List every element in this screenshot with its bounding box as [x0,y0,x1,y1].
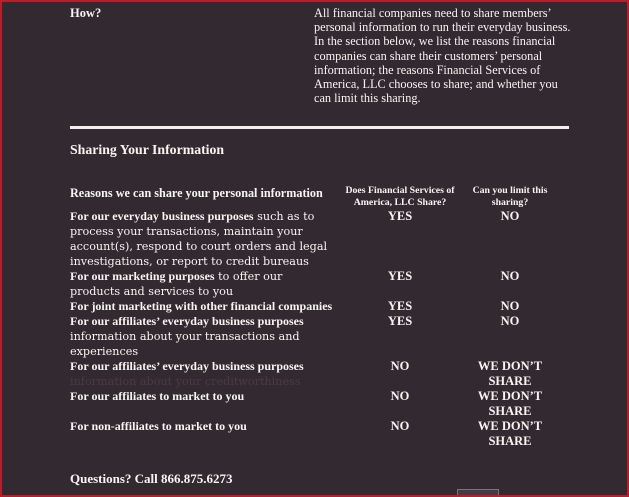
reason-lead: For our marketing purposes [70,269,215,284]
reason-rest: such as to process your transactions, maintain your account(s), respond to court orders and legal investigations, or report to credit bureaus [70,210,328,269]
limit-value [460,269,560,284]
limit-value-text: WE DON’T SHARE [477,359,543,389]
limit-value-text: WE DON’T SHARE [477,389,543,419]
reason-rest-faded: information about your creditworthiness [70,375,301,389]
reason-lead: For our everyday business purposes [70,209,254,224]
how-paragraph: All financial companies need to share members’ personal information to run their everyday business. In the section below, we list the reasons financial companies can share their customers’ personal information; the reasons Financial Services of America, LLC chooses to share; and whether you can limit this sharing. [314,6,571,106]
share-value: YES [387,269,413,284]
reason-lead: For joint marketing with other financial companies [70,299,333,314]
reason-cell [70,269,340,299]
reason-rest: information about your transactions and experiences [70,330,300,359]
share-value: YES [387,209,413,224]
sharing-table [70,185,569,449]
questions-line: Questions? Call 866.875.6273 [70,471,233,487]
share-value: NO [390,359,410,374]
limit-value-text: WE DON’T SHARE [477,419,543,449]
share-value: YES [387,299,413,314]
share-value: NO [390,419,410,434]
limit-value [460,419,560,449]
reason-lead: For non-affiliates to market to you [70,419,247,434]
reason-lead: For our affiliates’ everyday business purposes [70,314,304,329]
reason-cell [70,389,340,404]
how-label: How? [70,6,102,20]
reason-cell [70,314,340,359]
document-content [70,6,569,486]
share-value: YES [387,314,413,329]
horizontal-scrollbar-thumb[interactable] [457,489,499,497]
limit-value [460,299,560,314]
limit-value [460,359,560,389]
sharing-heading: Sharing Your Information [70,142,225,158]
share-column-header: Does Financial Services of America, LLC Share? [345,185,455,209]
limit-column-header: Can you limit this sharing? [472,185,548,209]
how-section [70,6,569,105]
reason-cell [70,359,340,389]
reason-lead: For our affiliates to market to you [70,389,245,404]
reasons-column-header: Reasons we can share your personal information [70,186,323,201]
reason-lead: For our affiliates’ everyday business purposes [70,359,304,374]
reason-cell [70,209,340,269]
reason-rest: to offer our products and services to you [70,270,283,299]
limit-value-text: NO [500,299,520,314]
limit-value-text: NO [500,209,520,224]
share-value: NO [390,389,410,404]
section-divider [70,126,569,129]
limit-value-text: NO [500,314,520,329]
limit-value [460,314,560,329]
limit-value [460,389,560,419]
reason-cell [70,299,340,314]
limit-value [460,209,560,224]
limit-value-text: NO [500,269,520,284]
reason-cell [70,419,340,434]
